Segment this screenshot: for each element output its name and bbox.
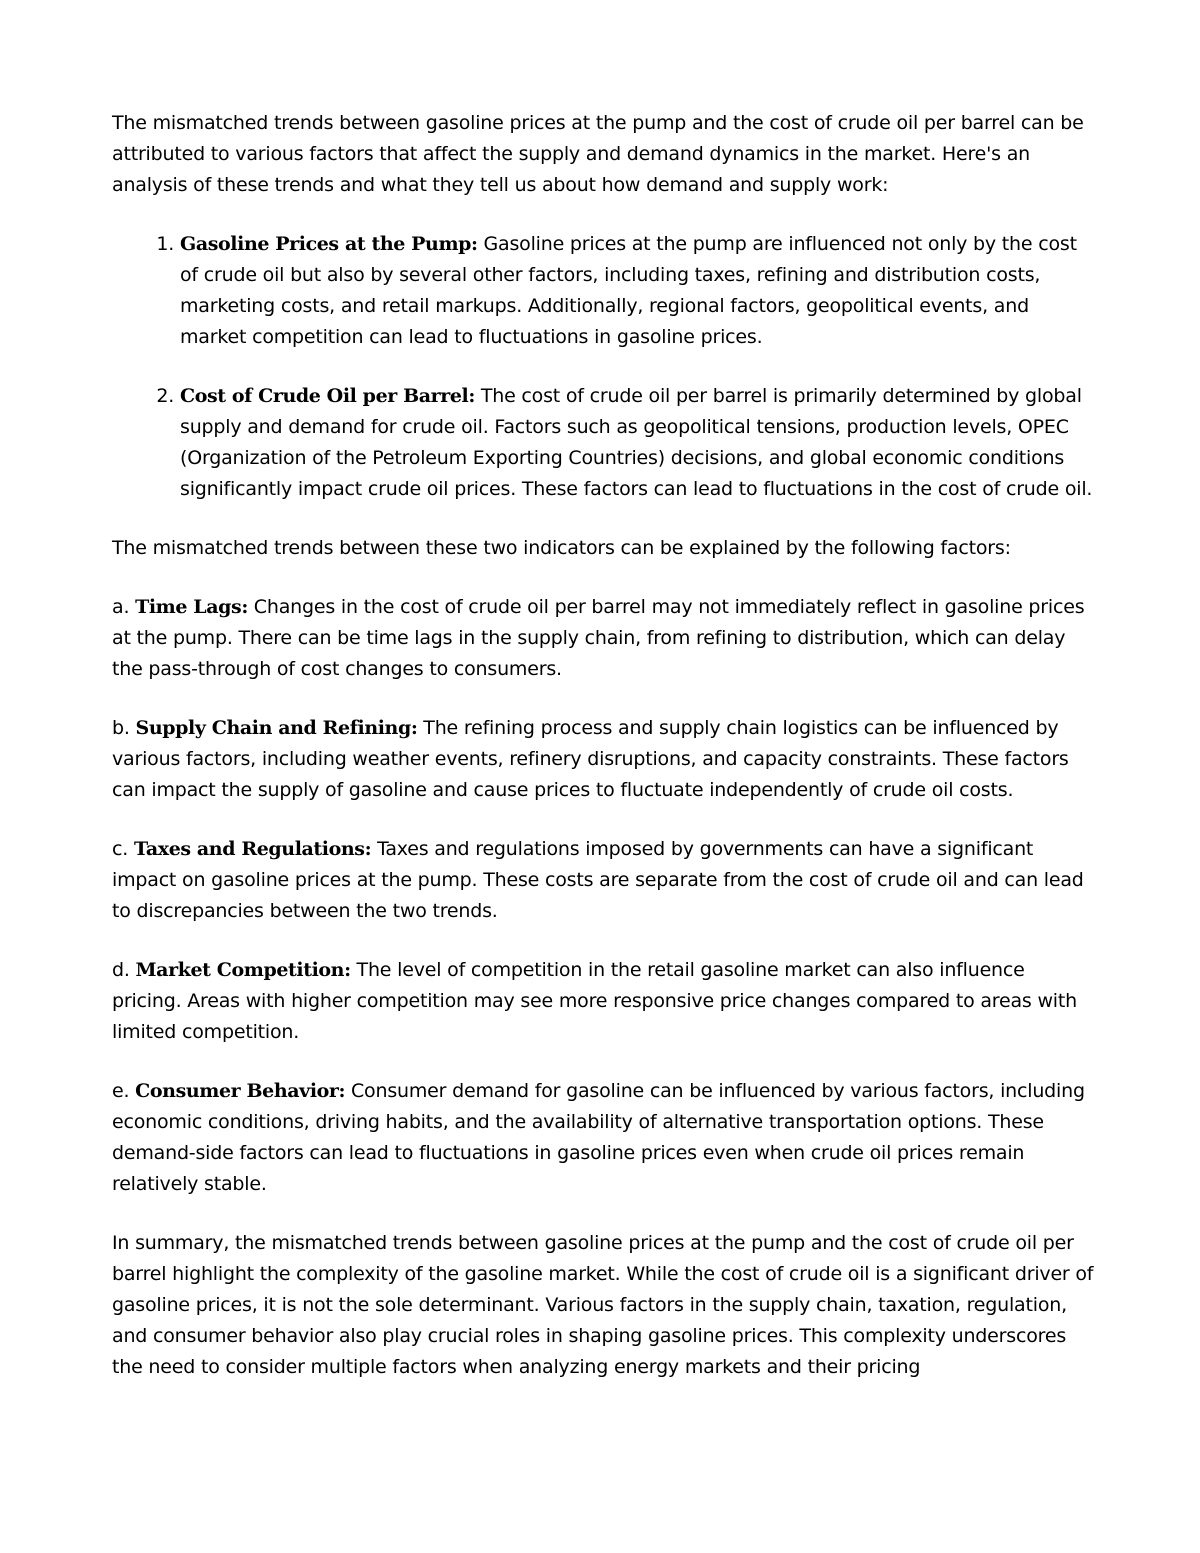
factor-paragraph: [112, 955, 1096, 1048]
factor-text: The refining process and supply chain logistics can be influenced by various factors, including weather events, refinery disruptions, and capacity constraints. These factors can impact the supply of gasoline and cause prices to fluctuate independently of crude oil costs.: [112, 717, 1069, 801]
factor-text: Consumer demand for gasoline can be influenced by various factors, including economic conditions, driving habits, and the availability of alternative transportation options. These demand-side factors can lead to fluctuations in gasoline prices even when crude oil prices remain relatively stable.: [112, 1080, 1085, 1195]
factor-paragraph: [112, 592, 1096, 685]
factor-text: The level of competition in the retail gasoline market can also influence pricing. Areas with higher competition may see more responsive price changes compared to areas with limited competition.: [112, 959, 1077, 1043]
factor-term: Market Competition:: [135, 959, 351, 981]
numbered-list-item: [180, 381, 1096, 505]
factor-letter: a.: [112, 596, 136, 618]
factor-term: Consumer Behavior:: [135, 1080, 346, 1102]
transition-paragraph: The mismatched trends between these two indicators can be explained by the following factors:: [112, 537, 1011, 559]
factor-term: Time Lags:: [135, 596, 248, 618]
factor-letter: d.: [112, 959, 136, 981]
item-term: Gasoline Prices at the Pump:: [180, 233, 478, 255]
factor-term: Taxes and Regulations:: [133, 838, 372, 860]
item-text: The cost of crude oil per barrel is primarily determined by global supply and demand for crude oil. Factors such as geopolitical tensions, production levels, OPEC (Organization of the Petroleum Exporting Countries) decisions, and global economic conditions significantly impact crude oil prices. These factors can lead to fluctuations in the cost of crude oil.: [180, 385, 1093, 500]
summary-paragraph: In summary, the mismatched trends between gasoline prices at the pump and the cost of crude oil per barrel highlight the complexity of the gasoline market. While the cost of crude oil is a significant driver of gasoline prices, it is not the sole determinant. Various factors in the supply chain, taxation, regulation, and consumer behavior also play crucial roles in shaping gasoline prices. This complexity underscores the need to consider multiple factors when analyzing energy markets and their pricing: [112, 1232, 1094, 1378]
factor-text: Taxes and regulations imposed by governments can have a significant impact on gasoline prices at the pump. These costs are separate from the cost of crude oil and can lead to discrepancies between the two trends.: [112, 838, 1084, 922]
factor-letter: b.: [112, 717, 136, 739]
numbered-list-item: [180, 229, 1096, 353]
item-term: Cost of Crude Oil per Barrel:: [180, 385, 475, 407]
factor-paragraph: [112, 713, 1096, 806]
document-body: [112, 108, 1096, 1411]
factor-text: Changes in the cost of crude oil per barrel may not immediately reflect in gasoline prices at the pump. There can be time lags in the supply chain, from refining to distribution, which can delay the pass-through of cost changes to consumers.: [112, 596, 1085, 680]
intro-paragraph: The mismatched trends between gasoline prices at the pump and the cost of crude oil per barrel can be attributed to various factors that affect the supply and demand dynamics in the market. Here's an analysis of these trends and what they tell us about how demand and supply work:: [112, 112, 1084, 196]
item-text: Gasoline prices at the pump are influenced not only by the cost of crude oil but also by several other factors, including taxes, refining and distribution costs, marketing costs, and retail markups. Additionally, regional factors, geopolitical events, and market competition can lead to fluctuations in gasoline prices.: [180, 233, 1077, 348]
factor-paragraph: [112, 834, 1096, 927]
factor-letter: e.: [112, 1080, 136, 1102]
numbered-list: [112, 229, 1096, 505]
factor-term: Supply Chain and Refining:: [135, 717, 418, 739]
factor-paragraph: [112, 1076, 1096, 1200]
factor-letter: c.: [112, 838, 134, 860]
